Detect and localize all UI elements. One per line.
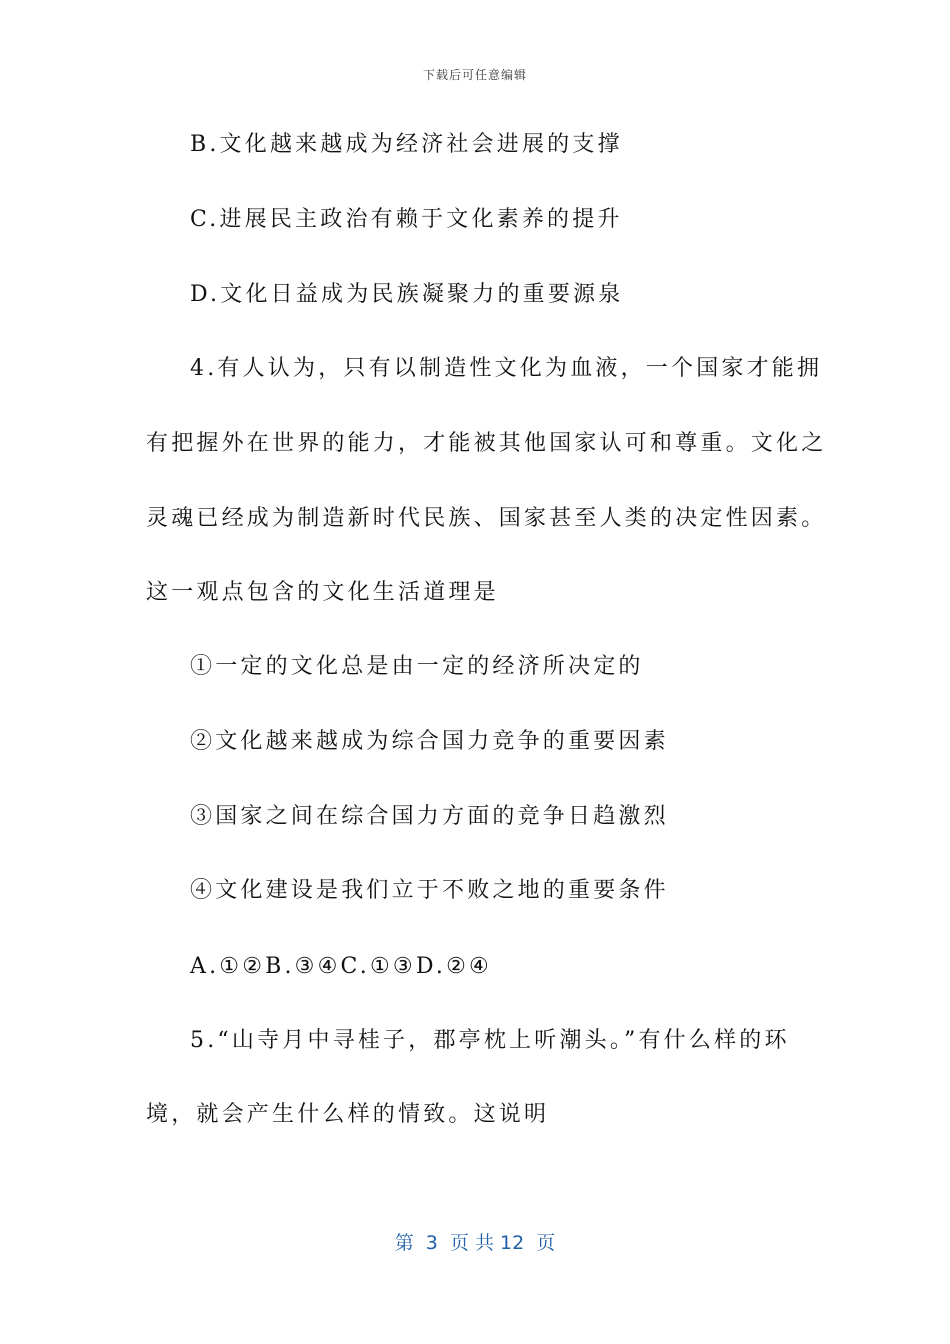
question-4-line-4: 这一观点包含的文化生活道理是 (146, 580, 499, 605)
question-4-line-3: 灵魂已经成为制造新时代民族、国家甚至人类的决定性因素。 (146, 506, 827, 531)
question-4-line-1: 4.有人认为，只有以制造性文化为血液，一个国家才能拥 (190, 356, 823, 381)
question-5-line-2: 境，就会产生什么样的情致。这说明 (146, 1102, 550, 1127)
answer-options-line: A.①②B.③④C.①③D.②④ (190, 954, 492, 979)
statement-1: ①一定的文化总是由一定的经济所决定的 (190, 654, 644, 679)
statement-3: ③国家之间在综合国力方面的竞争日趋激烈 (190, 804, 669, 829)
option-b-line: B.文化越来越成为经济社会进展的支撑 (190, 132, 623, 157)
statement-4: ④文化建设是我们立于不败之地的重要条件 (190, 878, 669, 903)
question-4-line-2: 有把握外在世界的能力，才能被其他国家认可和尊重。文化之 (146, 431, 827, 456)
page-footer: 第 3 页 共 12 页 (394, 1232, 556, 1254)
option-c-line: C.进展民主政治有赖于文化素养的提升 (190, 207, 623, 232)
statement-2: ②文化越来越成为综合国力竞争的重要因素 (190, 729, 669, 754)
question-5-line-1: 5.“山寺月中寻桂子，郡亭枕上听潮头。”有什么样的环 (190, 1028, 790, 1053)
option-d-line: D.文化日益成为民族凝聚力的重要源泉 (190, 282, 624, 307)
page-header: 下载后可任意编辑 (422, 68, 527, 82)
